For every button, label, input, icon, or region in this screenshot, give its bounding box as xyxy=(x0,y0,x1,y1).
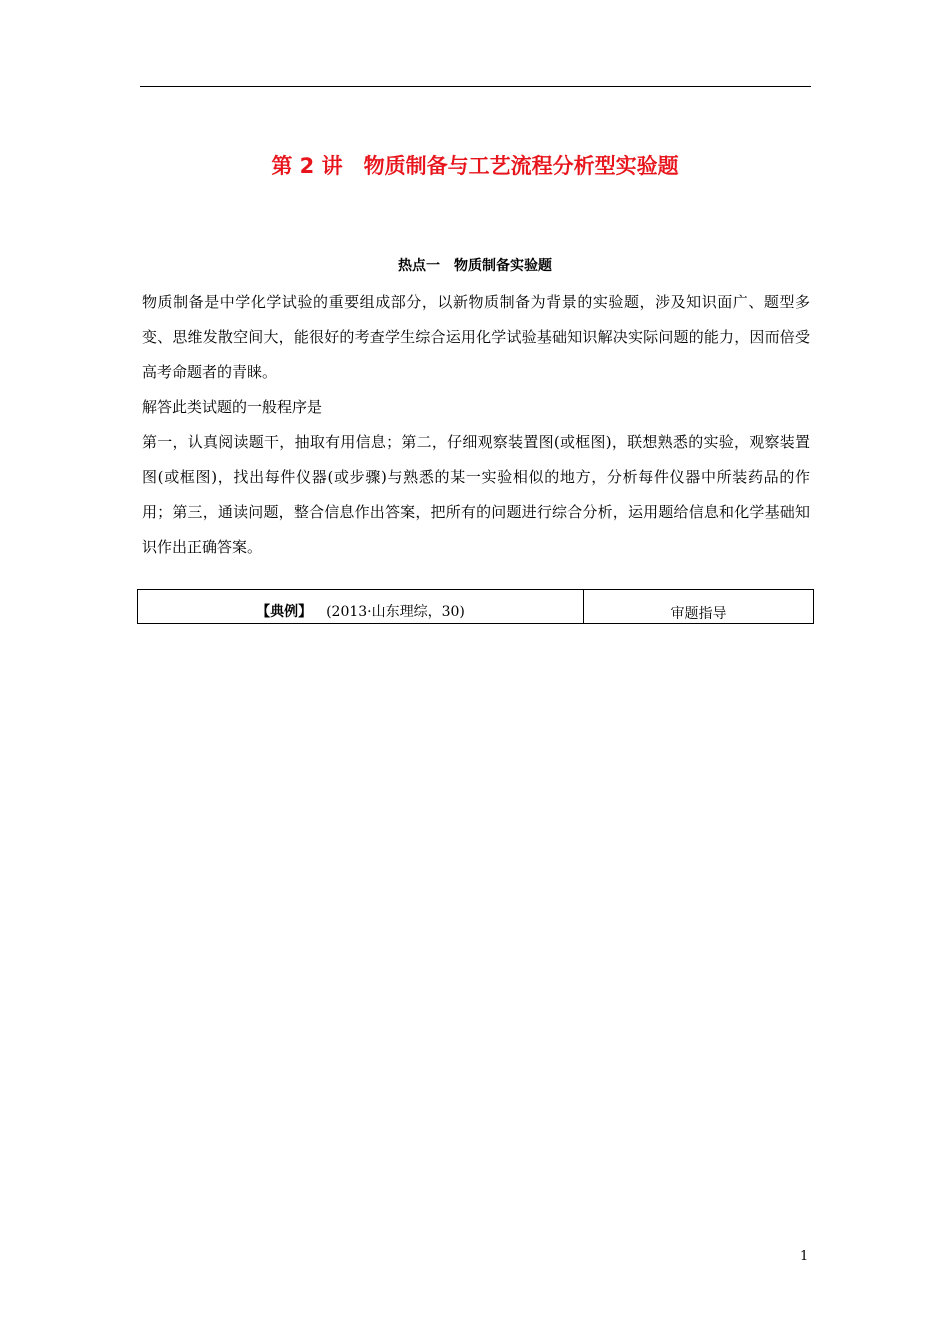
procedure-intro: 解答此类试题的一般程序是 xyxy=(142,398,323,416)
intro-paragraph: 物质制备是中学化学试验的重要组成部分，以新物质制备为背景的实验题，涉及知识面广、题型多变、思维发散空间大，能很好的考查学生综合运用化学试验基础知识解决实际问题的能力，因而倍受高考命题者的青睐。 xyxy=(142,293,810,381)
guide-header-cell xyxy=(584,590,813,623)
lecture-title: 第 2 讲 物质制备与工艺流程分析型实验题 xyxy=(271,154,679,178)
page-number: 1 xyxy=(800,1249,809,1264)
header-rule xyxy=(140,86,811,87)
procedure-steps: 第一，认真阅读题干，抽取有用信息；第二，仔细观察装置图(或框图)，联想熟悉的实验，观察装置图(或框图)，找出每件仪器(或步骤)与熟悉的某一实验相似的地方，分析每件仪器中所装药品的作用；第三，通读问题，整合信息作出答案，把所有的问题进行综合分析，运用题给信息和化学基础知识作出正确答案。 xyxy=(142,433,810,556)
section-heading: 热点一 物质制备实验题 xyxy=(398,258,552,274)
example-source: (2013·山东理综，30) xyxy=(312,604,465,620)
example-label: 【典例】 xyxy=(256,604,313,620)
example-table xyxy=(137,589,814,624)
guide-header: 审题指导 xyxy=(670,606,727,622)
example-header-cell xyxy=(138,590,584,623)
